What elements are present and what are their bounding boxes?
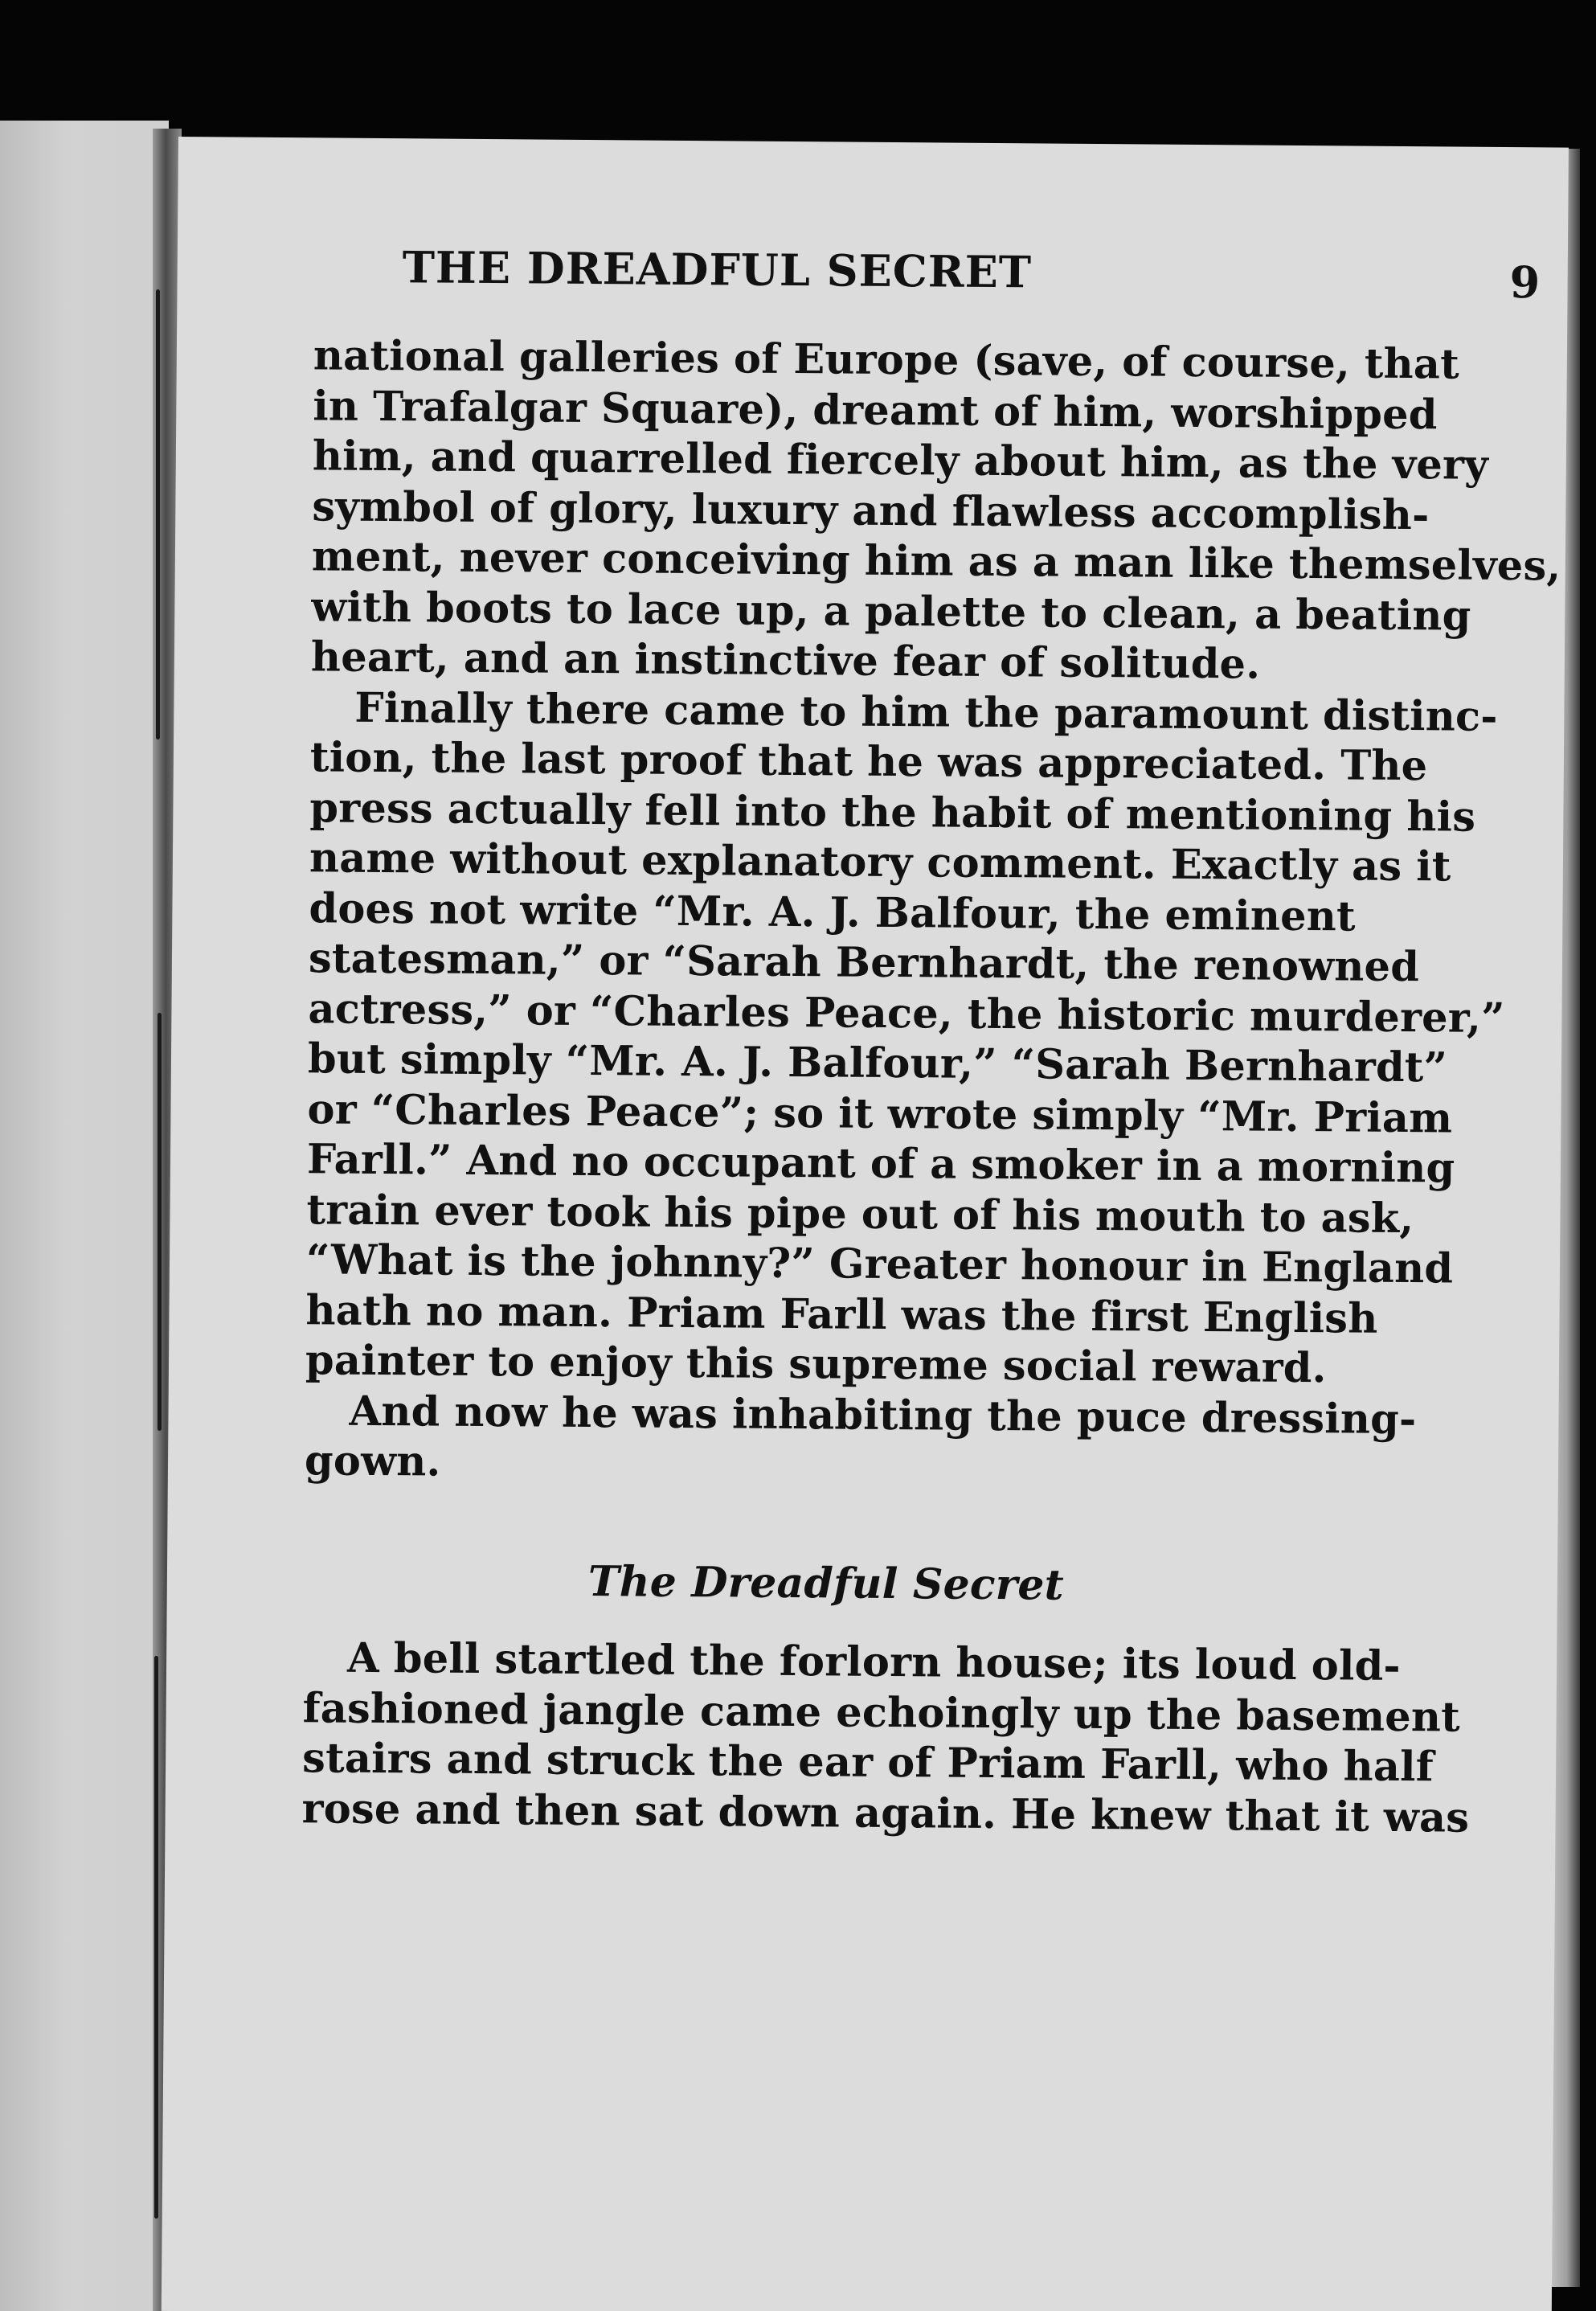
running-head bbox=[402, 241, 1541, 309]
text-line: A bell startled the forlorn house; its loud old- bbox=[346, 1633, 1402, 1691]
body-text bbox=[301, 330, 1561, 1842]
text-line: heart, and an instinctive fear of solitude. bbox=[310, 633, 1261, 689]
text-line: gown. bbox=[304, 1436, 441, 1486]
running-title: THE DREADFUL SECRET bbox=[402, 241, 1033, 298]
text-line: rose and then sat down again. He knew that it was bbox=[301, 1784, 1470, 1842]
text-line: does not write “Mr. A. J. Balfour, the eminent bbox=[309, 883, 1357, 941]
text-line: Finally there came to him the paramount distinc- bbox=[354, 683, 1498, 741]
text-line: tion, the last proof that he was appreciated. The bbox=[309, 733, 1428, 791]
text-line: or “Charles Peace”; so it wrote simply “Mr. Priam bbox=[307, 1084, 1453, 1142]
gutter-shadow bbox=[156, 289, 160, 740]
text-line: fashioned jangle came echoingly up the basement bbox=[302, 1683, 1461, 1742]
page-number: 9 bbox=[1509, 256, 1541, 309]
text-line: press actually fell into the habit of mentioning his bbox=[309, 783, 1476, 842]
text-line: And now he was inhabiting the puce dressing- bbox=[349, 1387, 1417, 1444]
text-line: Farll.” And no occupant of a smoker in a morning bbox=[306, 1135, 1455, 1193]
section-heading: The Dreadful Secret bbox=[587, 1556, 1065, 1610]
text-line: national galleries of Europe (save, of course, that bbox=[313, 331, 1460, 389]
paragraph bbox=[305, 682, 1505, 1394]
text-line: symbol of glory, luxury and flawless accomplish- bbox=[312, 481, 1430, 539]
text-line: but simply “Mr. A. J. Balfour,” “Sarah Bernhardt” bbox=[307, 1035, 1448, 1092]
paragraph bbox=[304, 1386, 1417, 1494]
text-line: with boots to lace up, a palette to clean, a beating bbox=[311, 582, 1471, 641]
gutter-shadow bbox=[154, 1656, 158, 2219]
text-line: stairs and struck the ear of Priam Farll, who half bbox=[301, 1734, 1434, 1792]
text-line: in Trafalgar Square), dreamt of him, worshipped bbox=[313, 381, 1438, 439]
text-line: train ever took his pipe out of his mouth to ask, bbox=[306, 1185, 1414, 1243]
text-line: hath no man. Priam Farll was the first English bbox=[305, 1285, 1378, 1343]
text-line: actress,” or “Charles Peace, the historic murderer,” bbox=[308, 984, 1505, 1043]
book-page bbox=[162, 137, 1569, 2311]
paragraph bbox=[310, 330, 1561, 690]
text-line: name without explanatory comment. Exactly as it bbox=[309, 834, 1451, 891]
text-line: “What is the johnny?” Greater honour in England bbox=[305, 1235, 1454, 1293]
text-line: him, and quarrelled fiercely about him, as the very bbox=[312, 432, 1489, 490]
text-line: statesman,” or “Sarah Bernhardt, the renowned bbox=[308, 934, 1420, 992]
facing-page-edge bbox=[0, 121, 169, 2311]
paragraph bbox=[301, 1633, 1470, 1842]
gutter-shadow bbox=[158, 1013, 162, 1431]
text-line: painter to enjoy this supreme social reward. bbox=[305, 1336, 1327, 1393]
text-line: ment, never conceiving him as a man like themselves, bbox=[311, 532, 1561, 591]
